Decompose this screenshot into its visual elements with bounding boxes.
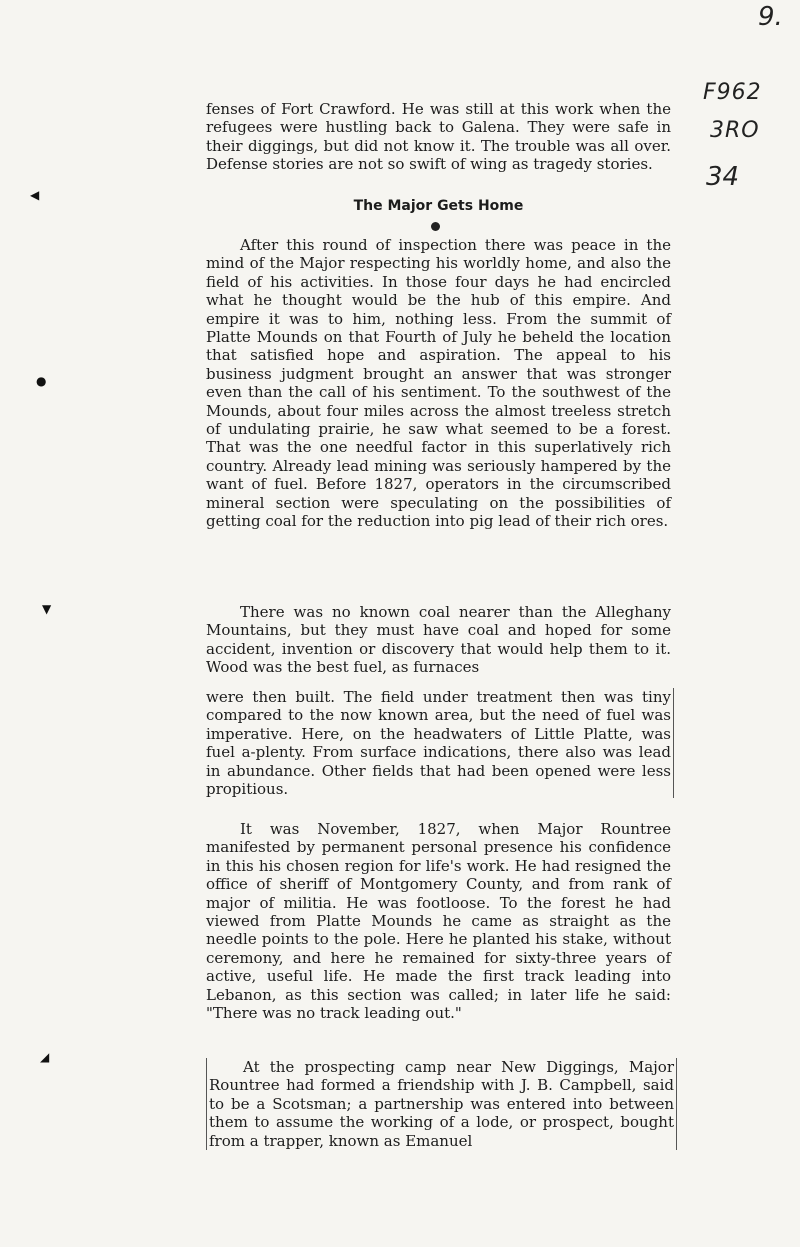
paragraph-4-text: were then built. The field under treatment then was tiny compared to the now known area, but the need of fuel was imperative. Here, on the headwaters of Little Platte, was fuel a-plenty. From surface indications, there also was lead in abundance. Other fields that had been opened were less propitious. [206,688,671,799]
paragraph-5 [206,820,671,1022]
section-heading: The Major Gets Home [353,198,524,214]
paragraph-3-text: There was no known coal nearer than the Alleghany Mountains, but they must have coal and hoped for some accident, invention or discovery that would help them to it. Wood was the best fuel, as furnaces [206,603,671,677]
section-ornament [431,222,440,231]
paragraph-1-text: fenses of Fort Crawford. He was still at this work when the refugees were hustling back to Galena. They were safe in their diggings, but did not know it. The trouble was all over. Defense stories are not so swift of wing as tragedy stories. [206,100,671,174]
margin-mark-3: ▼ [42,602,52,616]
paragraph-6 [206,1058,677,1150]
paragraph-5-text: It was November, 1827, when Major Rountree manifested by permanent personal presence his confidence in this his chosen region for life's work. He had resigned the office of sheriff of Montgomery County, and from rank of major of militia. He was footloose. To the forest he had viewed from Platte Mounds he came as straight as the needle points to the pole. Here he planted his stake, without ceremony, and here he remained for sixty-three years of active, useful life. He made the first track leading into Lebanon, as this section was called; in later life he said: "There was no track leading out." [206,820,671,1023]
paragraph-3 [206,603,671,677]
catalog-annotation-2: 3RO [710,118,760,143]
catalog-annotation-3: 34 [706,162,740,192]
paragraph-2 [206,236,671,531]
paragraph-6-text: At the prospecting camp near New Diggings, Major Rountree had formed a friendship with J. B. Campbell, said to be a Scotsman; a partnership was entered into between them to assume the working of a lode, or prospect, bought from a trapper, known as Emanuel [209,1058,674,1150]
paragraph-2-text: After this round of inspection there was peace in the mind of the Major respecting his worldly home, and also the field of his activities. In those four days he had encircled what he thought would be the hub of this empire. And empire it was to him, nothing less. From the summit of Platte Mounds on that Fourth of July he beheld the location that satisfied hope and aspiration. The appeal to his business judgment brought an answer that was stronger even than the call of his sentiment. To the southwest of the Mounds, about four miles across the almost treeless stretch of undulating prairie, he saw what seemed to be a forest. That was the one needful factor in this superlatively rich country. Already lead mining was seriously hampered by the want of fuel. Before 1827, operators in the circumscribed mineral section were speculating on the possibilities of getting coal for the reduction into pig lead of their rich ores. [206,236,671,531]
margin-mark-4: ◢ [40,1050,50,1064]
paragraph-4 [206,688,674,798]
paragraph-1 [206,100,671,174]
catalog-annotation-1: F962 [703,80,762,105]
margin-mark-2: ● [36,374,47,388]
page-number: 9. [758,2,783,32]
margin-mark-1: ◀ [30,188,40,202]
